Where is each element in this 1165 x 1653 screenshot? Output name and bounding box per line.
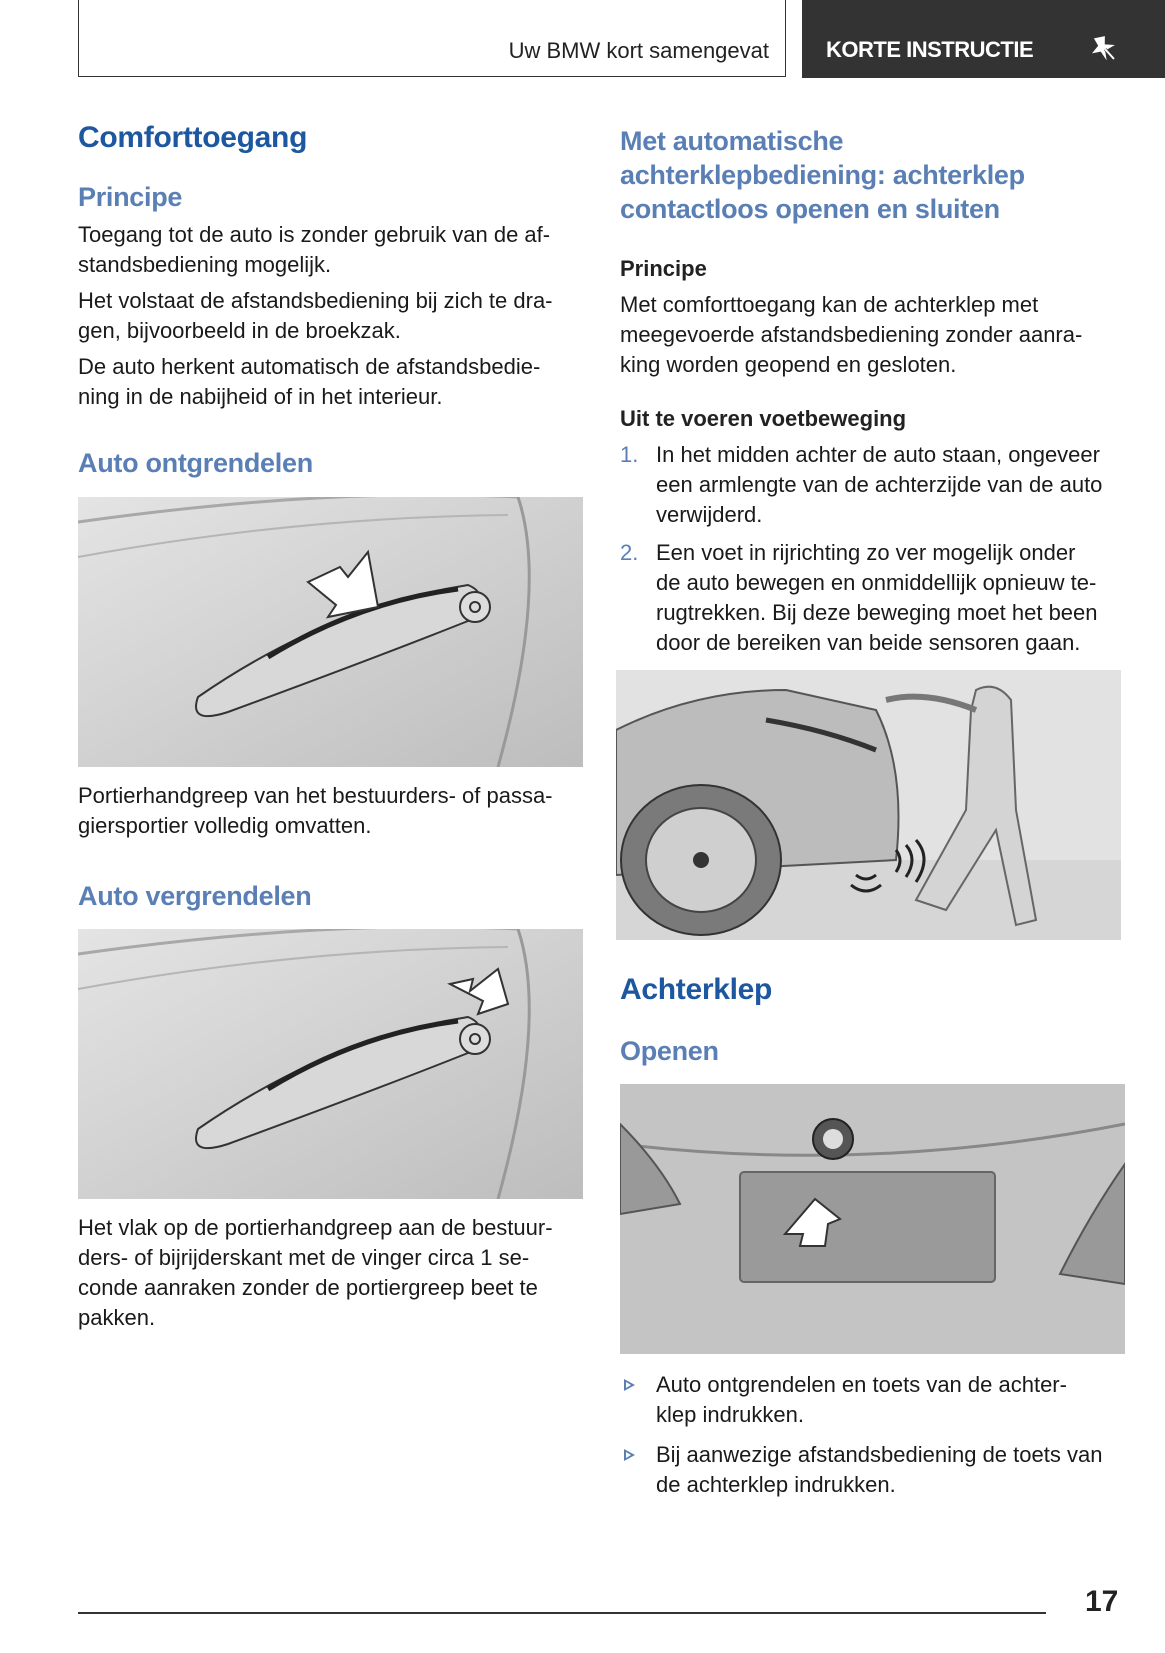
door-handle-unlock-illustration [78, 497, 583, 767]
step-number: 1. [620, 442, 639, 467]
text-line: standsbediening mogelijk. [78, 252, 332, 277]
text-line: Portierhandgreep van het bestuurders- of passa- [78, 783, 553, 808]
step-number: 2. [620, 540, 639, 565]
text-line: verwijderd. [656, 502, 763, 527]
footer-rule [78, 1612, 1046, 1614]
text-line: klep indrukken. [656, 1402, 804, 1427]
bullet-triangle-icon [624, 1379, 635, 1391]
door-handle-lock-illustration [78, 929, 583, 1199]
subheading-principe: Principe [620, 256, 707, 281]
text-line: pakken. [78, 1305, 156, 1330]
unlock-caption [78, 781, 583, 841]
subheading-voetbeweging: Uit te voeren voetbeweging [620, 406, 907, 431]
text-line: door de bereiken van beide sensoren gaan. [656, 630, 1081, 655]
bullet-triangle-icon [624, 1449, 635, 1461]
text-line: Met automatische [620, 126, 844, 156]
text-line: ders- of bijrijderskant met de vinger circa 1 se- [78, 1245, 530, 1270]
heading-auto-ontgrendelen: Auto ontgrendelen [78, 448, 313, 478]
text-line: Een voet in rijrichting zo ver mogelijk onder [656, 540, 1076, 565]
foot-gesture-illustration [616, 670, 1121, 940]
page-number: 17 [1085, 1585, 1119, 1618]
left-column [78, 120, 583, 1333]
text-line: een armlengte van de achterzijde van de auto [656, 472, 1103, 497]
text-line: De auto herkent automatisch de afstandsbedie- [78, 354, 541, 379]
text-line: In het midden achter de auto staan, ongeveer [656, 442, 1100, 467]
list-item [620, 1440, 1130, 1500]
text-line: giersportier volledig omvatten. [78, 813, 372, 838]
header-section-box [78, 0, 786, 77]
text-line: meegevoerde afstandsbediening zonder aanra- [620, 322, 1083, 347]
heading-auto-vergrendelen: Auto vergrendelen [78, 881, 312, 911]
quick-guide-icon [1088, 32, 1118, 62]
section-title-contactless-tailgate [620, 124, 1130, 226]
section-title-achterklep: Achterklep [620, 973, 773, 1006]
header-section-title: Uw BMW kort samengevat [508, 38, 769, 63]
steps-list [620, 440, 1130, 658]
right-column [620, 124, 1130, 1510]
list-item [620, 538, 1130, 658]
heading-principe: Principe [78, 182, 183, 212]
text-line: Toegang tot de auto is zonder gebruik van de af- [78, 222, 551, 247]
opening-bullets [620, 1370, 1130, 1500]
text-line: rugtrekken. Bij deze beweging moet het been [656, 600, 1098, 625]
text-line: Met comforttoegang kan de achterklep met [620, 292, 1039, 317]
text-line: de achterklep indrukken. [656, 1472, 896, 1497]
text-line: de auto bewegen en onmiddellijk opnieuw te- [656, 570, 1097, 595]
right-principe-text [620, 290, 1130, 380]
tailgate-button-illustration [620, 1084, 1125, 1354]
principe-text [78, 220, 583, 412]
text-line: contactloos openen en sluiten [620, 194, 1000, 224]
lock-caption [78, 1213, 583, 1333]
text-line: Het vlak op de portierhandgreep aan de bestuur- [78, 1215, 553, 1240]
text-line: Auto ontgrendelen en toets van de achter- [656, 1372, 1067, 1397]
text-line: conde aanraken zonder de portiergreep beet te [78, 1275, 538, 1300]
list-item [620, 1370, 1130, 1430]
list-item [620, 440, 1130, 530]
text-line: achterklepbediening: achterklep [620, 160, 1025, 190]
text-line: Het volstaat de afstandsbediening bij zich te dra- [78, 288, 553, 313]
section-title-comforttoegang: Comforttoegang [78, 121, 308, 154]
text-line: king worden geopend en gesloten. [620, 352, 957, 377]
text-line: ning in de nabijheid of in het interieur. [78, 384, 443, 409]
header-chapter-label: KORTE INSTRUCTIE [826, 37, 1034, 62]
text-line: gen, bijvoorbeeld in de broekzak. [78, 318, 401, 343]
heading-openen: Openen [620, 1036, 719, 1066]
text-line: Bij aanwezige afstandsbediening de toets van [656, 1442, 1103, 1467]
header-chapter-tab [802, 0, 1165, 78]
